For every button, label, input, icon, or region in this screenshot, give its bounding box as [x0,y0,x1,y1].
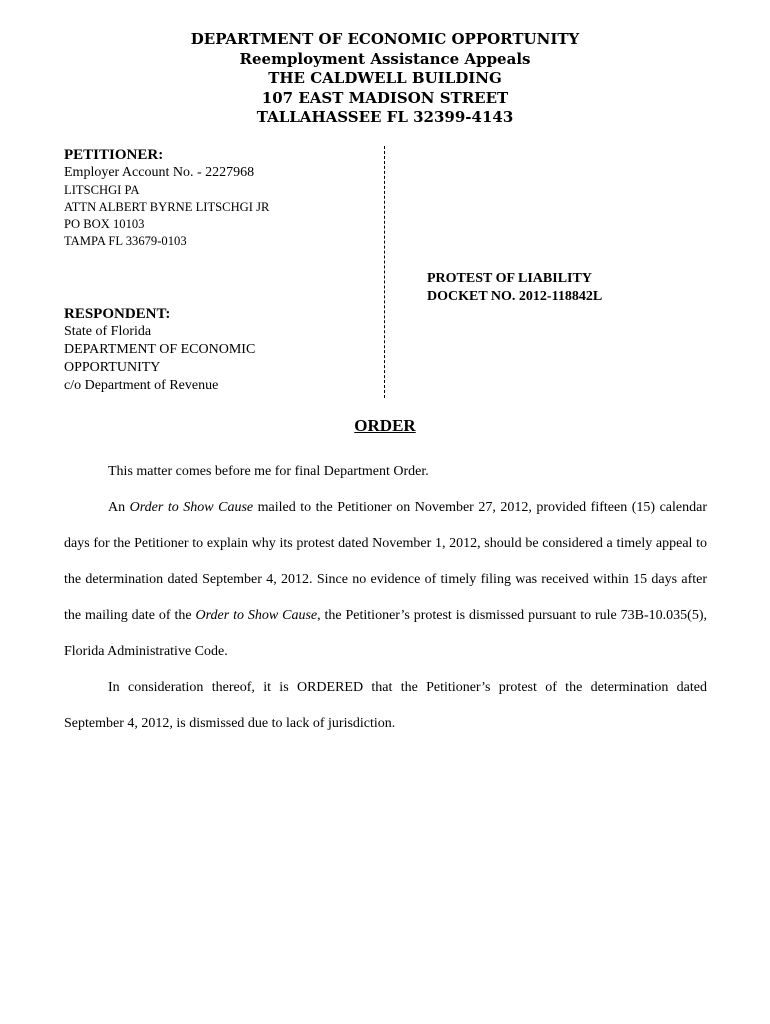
petitioner-label: PETITIONER: [64,147,164,163]
petitioner-address-line: ATTN ALBERT BYRNE LITSCHGI JR [64,200,270,214]
header-line-5: TALLAHASSEE FL 32399-4143 [256,108,514,127]
order-body [64,454,707,742]
docket-number: DOCKET NO. 2012-118842L [427,289,603,304]
order-heading: ORDER [354,416,416,435]
header-line-4: 107 EAST MADISON STREET [261,88,509,107]
respondent-line: OPPORTUNITY [64,360,161,375]
order-paragraph-2 [64,490,707,670]
order-paragraph-3: In consideration thereof, it is ORDERED that the Petitioner’s protest of the determination dated September 4, 2012, is dismissed due to lack of jurisdiction. [64,680,707,731]
petitioner-address-line: TAMPA FL 33679-0103 [64,234,187,248]
agency-header [0,30,770,128]
header-line-3: THE CALDWELL BUILDING [268,69,502,88]
paragraph-text: mailed to the Petitioner on November 27, 2012, provided fifteen (15) calendar days for the Petitioner to explain why its protest dated November 1, 2012, should be considered a timely appeal to the determination dated September 4, 2012. Since no evidence of timely filing was received within 15 days after the mailing date of the [64,500,707,623]
respondent-line: c/o Department of Revenue [64,378,219,393]
caption-divider [384,146,385,398]
header-line-1: DEPARTMENT OF ECONOMIC OPPORTUNITY [190,30,580,48]
paragraph-text: An [108,500,130,515]
employer-account: Employer Account No. - 2227968 [64,165,255,180]
respondent-block [64,305,364,395]
order-to-show-cause-text: Order to Show Cause [195,608,318,623]
petitioner-address-line: LITSCHGI PA [64,183,140,197]
case-caption [427,270,602,306]
paragraph-text: , the Petitioner’s protest is dismissed pursuant to rule 73B-10.035(5), Florida Administrative Code. [64,608,707,659]
order-paragraph-1: This matter comes before me for final Department Order. [108,464,429,479]
header-line-2: Reemployment Assistance Appeals [239,49,531,68]
petitioner-block [64,146,364,250]
respondent-line: DEPARTMENT OF ECONOMIC [64,342,256,357]
respondent-label: RESPONDENT: [64,306,171,322]
order-to-show-cause-text: Order to Show Cause [129,500,254,515]
petitioner-address-line: PO BOX 10103 [64,217,145,231]
respondent-line: State of Florida [64,324,152,339]
case-title: PROTEST OF LIABILITY [427,271,592,286]
